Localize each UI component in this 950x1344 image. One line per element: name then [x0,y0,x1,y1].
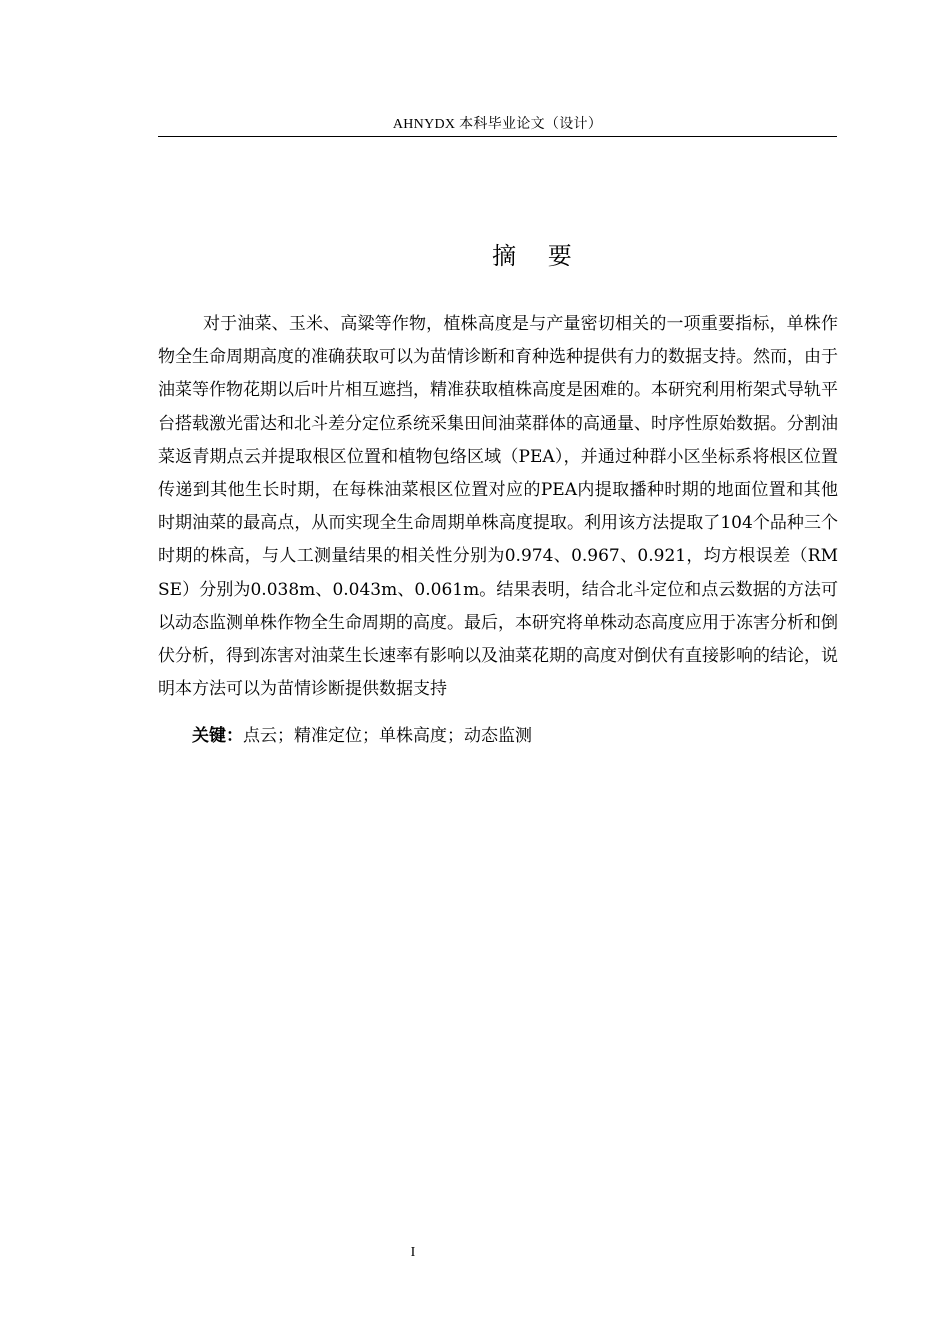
abstract-title: 摘 要 [492,242,584,270]
abstract-body: 对于油菜、玉米、高粱等作物，植株高度是与产量密切相关的一项重要指标，单株作物全生命周期高度的准确获取可以为苗情诊断和育种选种提供有力的数据支持。然而，由于油菜等作物花期以后叶片相互遮挡，精准获取植株高度是困难的。本研究利用桁架式导轨平台搭载激光雷达和北斗差分定位系统采集田间油菜群体的高通量、时序性原始数据。分割油菜返青期点云并提取根区位置和植物包络区域（PEA），并通过种群小区坐标系将根区位置传递到其他生长时期，在每株油菜根区位置对应的PEA内提取播种时期的地面位置和其他时期油菜的最高点，从而实现全生命周期单株高度提取。利用该方法提取了104个品种三个时期的株高，与人工测量结果的相关性分别为0.974、0.967、0.921，均方根误差（RMSE）分别为0.038m、0.043m、0.061m。结果表明，结合北斗定位和点云数据的方法可以动态监测单株作物全生命周期的高度。最后，本研究将单株动态高度应用于冻害分析和倒伏分析，得到冻害对油菜生长速率有影响以及油菜花期的高度对倒伏有直接影响的结论，说明本方法可以为苗情诊断提供数据支持 [158,314,838,700]
running-header: AHNYDX 本科毕业论文（设计） [392,117,603,132]
keywords-line [192,720,532,753]
keywords-label: 关键： [192,726,243,746]
page-number: I [410,1245,416,1260]
keywords-list: 点云；精准定位；单株高度；动态监测 [243,726,532,746]
header-divider [158,136,837,137]
